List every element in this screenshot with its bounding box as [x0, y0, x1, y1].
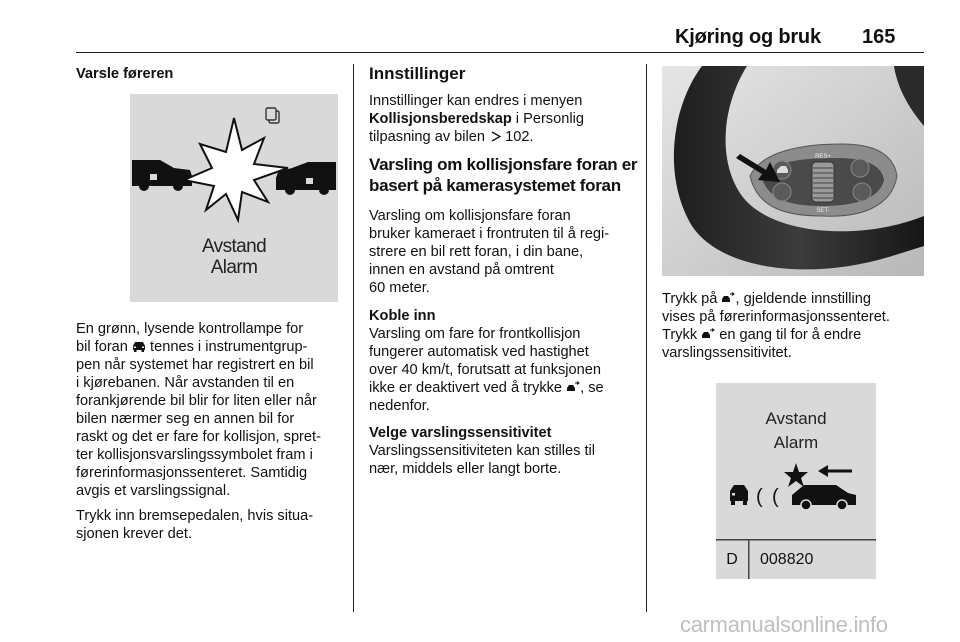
car-ahead-icon [132, 340, 146, 352]
steering-wheel-illustration [662, 66, 924, 276]
body-line: Innstillinger kan endres i menyen [369, 93, 583, 109]
body-line: Varsling om fare for frontkollisjon [369, 326, 581, 342]
body-line: avgis et varslingssignal. [76, 483, 231, 499]
distance-alarm-display-figure [716, 383, 876, 579]
page-number: 165 [862, 26, 896, 48]
body-line: raskt og det er fare for kollisjon, spret- [76, 429, 321, 445]
svg-text:(: ( [756, 486, 763, 508]
body-line: Trykk inn bremsepedalen, hvis situa- [76, 508, 314, 524]
collision-alert-button-icon [566, 381, 580, 393]
col1-body [76, 320, 346, 543]
display-label-avstand: Avstand [765, 409, 827, 428]
section-heading-varsle: Varsle føreren [76, 66, 174, 82]
body-line: strere en bil rett foran, i din bane, [369, 244, 584, 260]
figure-code-number: 008820 [760, 551, 814, 568]
res-label: RES+ [815, 154, 831, 160]
subheading-camera: Varsling om kollisjonsfare foran er [369, 155, 638, 174]
section-heading-innstillinger: Innstillinger [369, 64, 466, 83]
body-line: vises på førerinformasjonssenteret. [662, 309, 890, 325]
body-line: innen en avstand på omtrent [369, 262, 554, 278]
body-line: bilen nærmer seg en annen bil for [76, 411, 295, 427]
figure-code-letter: D [726, 551, 738, 568]
body-text: i Personlig [511, 111, 584, 127]
body-text: ikke er deaktivert ved å trykke [369, 380, 563, 396]
collision-alert-button-icon [701, 328, 715, 340]
watermark: carmanualsonline.info [680, 612, 888, 637]
body-text: tennes i instrumentgrup- [150, 339, 308, 355]
column-divider-1 [353, 64, 354, 612]
body-text: tilpasning av bilen [369, 129, 486, 145]
cruise-wheel-button [773, 183, 791, 201]
speed-limiter-wheel-button [851, 159, 869, 177]
body-text: en gang til for å endre [715, 327, 862, 343]
body-line: ter kollisjonsvarslingssymbolet fram i [76, 447, 313, 463]
display-label-alarm: Alarm [773, 433, 819, 452]
body-line: fungerer automatisk ved hastighet [369, 344, 589, 360]
body-line: 60 meter. [369, 280, 430, 296]
subheading-velge: Velge varslingssensitivitet [369, 425, 552, 441]
body-text: Trykk [662, 327, 698, 343]
body-line [76, 338, 346, 356]
menu-name: Kollisjonsberedskap [369, 111, 512, 127]
body-line [662, 290, 930, 308]
collision-alert-button-icon [721, 292, 735, 304]
body-line [369, 128, 639, 146]
body-line: varslingssensitivitet. [662, 345, 792, 361]
column-1 [76, 64, 344, 83]
figure-label-alarm: Alarm [210, 257, 258, 278]
subheading-camera: basert på kamerasystemet foran [369, 176, 621, 195]
body-line: forankjørende bil blir for liten eller når [76, 393, 317, 409]
body-line [369, 110, 639, 128]
body-line: over 40 km/t, forutsatt at funksjonen [369, 362, 601, 378]
body-line: nær, middels eller langt borte. [369, 461, 562, 477]
lane-wheel-button [853, 183, 871, 201]
body-line: bruker kameraet i frontruten til å regi- [369, 226, 610, 242]
body-text: Trykk på [662, 291, 718, 307]
page-reference: 102. [501, 129, 534, 145]
body-text: bil foran [76, 339, 128, 355]
column-divider-2 [646, 64, 647, 612]
body-line: sjonen krever det. [76, 526, 193, 542]
collision-alert-figure [130, 94, 338, 302]
column-2 [369, 64, 639, 478]
body-line: nedenfor. [369, 398, 430, 414]
col3-body [662, 290, 930, 362]
figure-label-avstand: Avstand [201, 236, 267, 257]
body-line: førerinformasjonssenteret. Samtidig [76, 465, 308, 481]
subheading-koble-inn: Koble inn [369, 308, 436, 324]
set-label: SET- [816, 208, 830, 214]
svg-text:(: ( [772, 486, 779, 508]
body-line: Varslingssensitiviteten kan stilles til [369, 443, 596, 459]
header-divider [76, 52, 924, 53]
steering-wheel-photo [662, 66, 924, 276]
body-text: , gjeldende innstilling [735, 291, 871, 307]
body-line: En grønn, lysende kontrollampe for [76, 321, 304, 337]
page-ref-arrow-icon [491, 131, 501, 142]
body-line [662, 326, 930, 344]
body-line [369, 379, 639, 397]
body-line: pen når systemet har registrert en bil [76, 357, 314, 373]
page-header-title: Kjøring og bruk [675, 26, 821, 48]
body-text: , se [580, 380, 604, 396]
body-line: i kjørebanen. Når avstanden til en [76, 375, 295, 391]
body-line: Varsling om kollisjonsfare foran [369, 208, 571, 224]
